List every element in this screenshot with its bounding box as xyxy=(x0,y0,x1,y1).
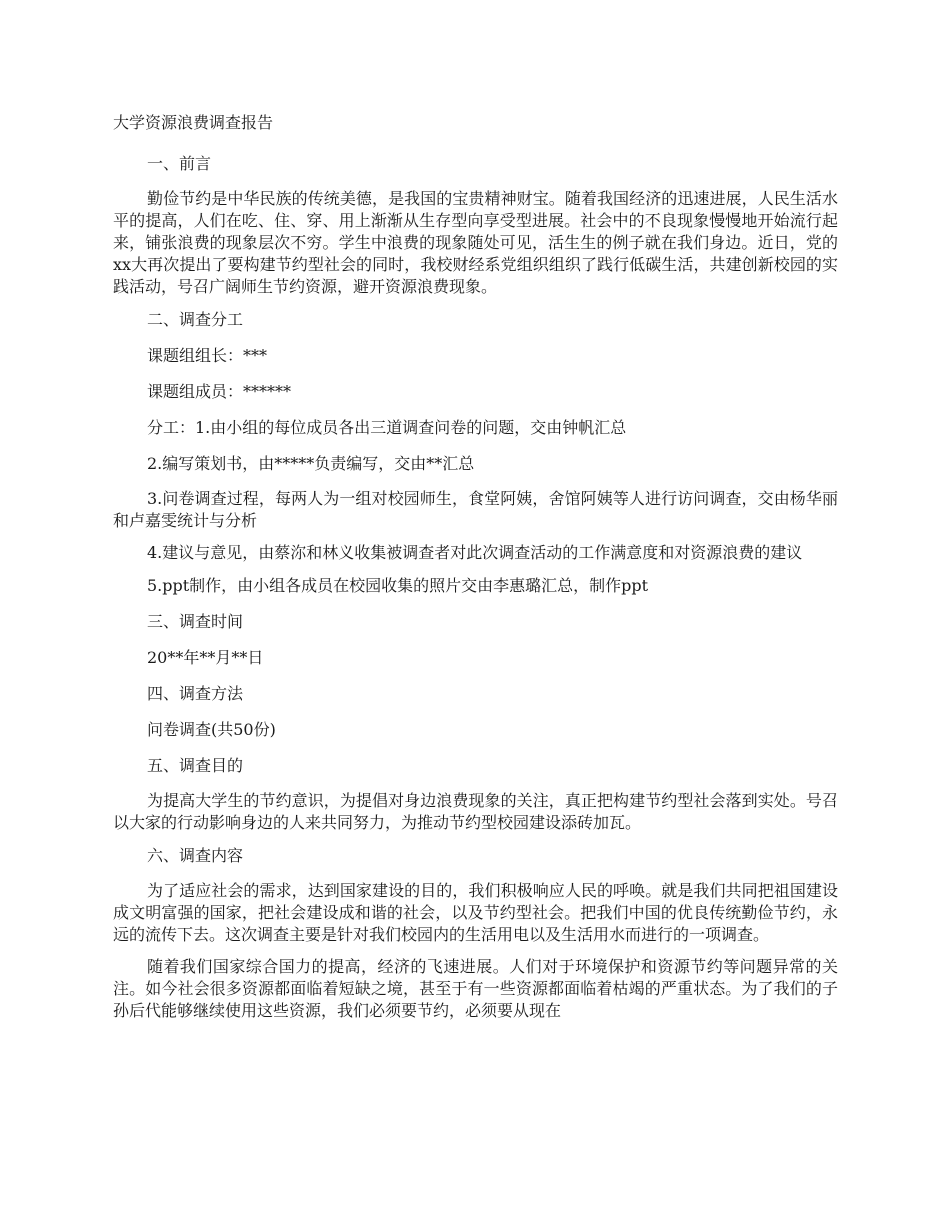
paragraph-content-1: 为了适应社会的需求，达到国家建设的目的，我们积极响应人民的呼唤。就是我们共同把祖国建设成文明富强的国家，把社会建设成和谐的社会，以及节约型社会。把我们中国的优良传统勤俭节约，永远的流传下去。这次调查主要是针对我们校园内的生活用电以及生活用水而进行的一项调查。 xyxy=(113,881,838,944)
line-survey-method: 问卷调查(共50份) xyxy=(147,720,276,739)
line-group-leader: 课题组组长：*** xyxy=(147,346,268,365)
paragraph-preface: 勤俭节约是中华民族的传统美德，是我国的宝贵精神财宝。随着我国经济的迅速进展，人民生活水平的提高，人们在吃、住、穿、用上渐渐从生存型向享受型进展。社会中的不良现象慢慢地开始流行起来，铺张浪费的现象层次不穷。学生中浪费的现象随处可见，活生生的例子就在我们身边。近日，党的xx大再次提出了要构建节约型社会的同时，我校财经系党组织组织了践行低碳生活，共建创新校园的实践活动，号召广阔师生节约资源，避开资源浪费现象。 xyxy=(113,189,838,296)
paragraph-content-2: 随着我们国家综合国力的提高，经济的飞速进展。人们对于环境保护和资源节约等问题异常的关注。如今社会很多资源都面临着短缺之境，甚至于有一些资源都面临着枯竭的严重状态。为了我们的子孙后代能够继续使用这些资源，我们必须要节约，必须要从现在 xyxy=(113,957,838,1020)
section-heading-preface: 一、前言 xyxy=(147,154,212,173)
document-page xyxy=(113,110,838,1032)
paragraph-task-4: 4.建议与意见，由蔡沵和林义收集被调查者对此次调查活动的工作满意度和对资源浪费的建议 xyxy=(147,543,803,562)
line-task-1: 分工：1.由小组的每位成员各出三道调查问卷的问题，交由钟帆汇总 xyxy=(147,418,627,437)
line-group-members: 课题组成员：****** xyxy=(147,382,292,401)
section-heading-purpose: 五、调查目的 xyxy=(147,756,244,775)
section-heading-time: 三、调查时间 xyxy=(147,612,244,631)
paragraph-purpose: 为提高大学生的节约意识，为提倡对身边浪费现象的关注，真正把构建节约型社会落到实处。号召以大家的行动影响身边的人来共同努力，为推动节约型校园建设添砖加瓦。 xyxy=(113,791,838,832)
document-title: 大学资源浪费调查报告 xyxy=(113,113,274,132)
paragraph-task-3: 3.问卷调查过程，每两人为一组对校园师生，食堂阿姨，舍馆阿姨等人进行访问调查，交由杨华丽和卢嘉雯统计与分析 xyxy=(113,489,838,530)
line-task-2: 2.编写策划书，由*****负责编写，交由**汇总 xyxy=(147,454,475,473)
line-survey-date: 20**年**月**日 xyxy=(147,648,264,667)
section-heading-method: 四、调查方法 xyxy=(147,684,244,703)
section-heading-content: 六、调查内容 xyxy=(147,846,244,865)
section-heading-division: 二、调查分工 xyxy=(147,310,244,329)
line-task-5: 5.ppt制作，由小组各成员在校园收集的照片交由李惠璐汇总，制作ppt xyxy=(147,576,649,595)
